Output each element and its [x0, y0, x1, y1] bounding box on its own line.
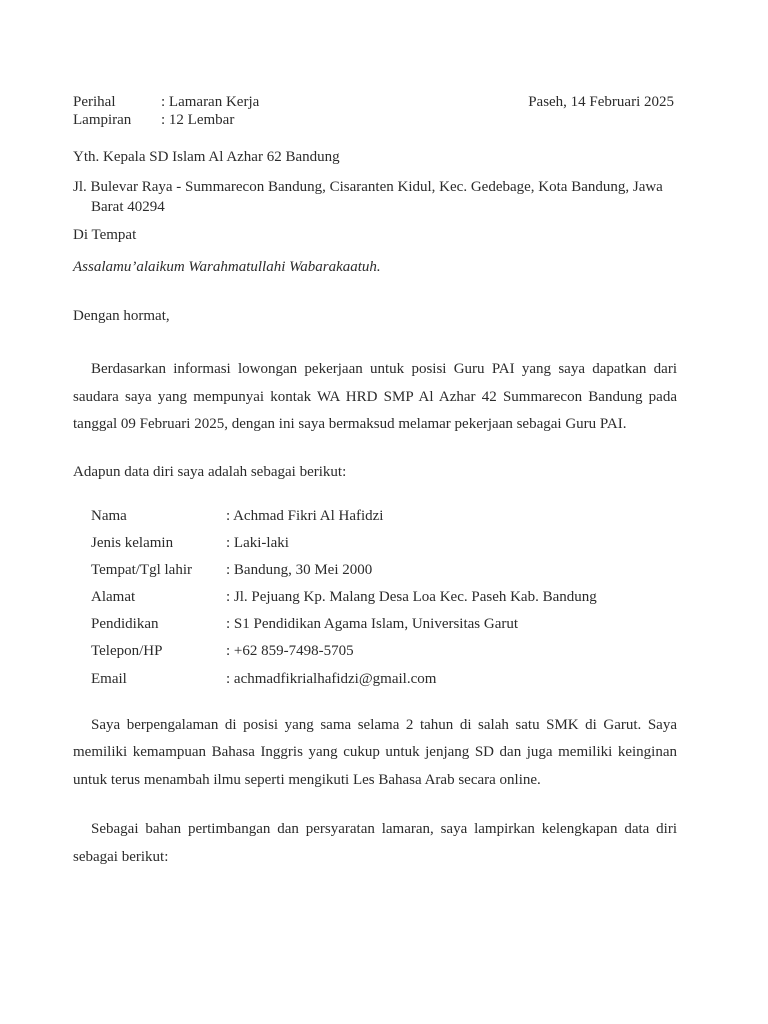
paragraph-attachments: Sebagai bahan pertimbangan dan persyaratan lamaran, saya lampirkan kelengkapan data diri sebagai berikut: — [73, 821, 677, 865]
perihal-value: : Lamaran Kerja — [161, 94, 260, 110]
letter-page — [73, 93, 677, 871]
lampiran-label: Lampiran — [73, 112, 132, 128]
data-row-email — [91, 669, 677, 696]
data-label: Jenis kelamin — [91, 534, 174, 551]
letter-header — [73, 93, 677, 131]
recipient-place: Di Tempat — [73, 227, 137, 243]
data-label: Tempat/Tgl lahir — [91, 561, 193, 578]
data-value: : Achmad Fikri Al Hafidzi — [226, 507, 384, 524]
data-value: : Bandung, 30 Mei 2000 — [226, 561, 373, 578]
recipient-address: Jl. Bulevar Raya - Summarecon Bandung, Cisaranten Kidul, Kec. Gedebage, Kota Bandung, Jawa Barat 40294 — [73, 179, 663, 215]
paragraph-application: Berdasarkan informasi lowongan pekerjaan untuk posisi Guru PAI yang saya dapatkan dari saudara saya yang mempunyai kontak WA HRD SMP Al Azhar 42 Summarecon Bandung pada tanggal 09 Februari 2025, dengan ini saya bermaksud melamar pekerjaan sebagai Guru PAI. — [73, 361, 677, 432]
data-value: : S1 Pendidikan Agama Islam, Universitas Garut — [226, 616, 519, 633]
data-value: : Jl. Pejuang Kp. Malang Desa Loa Kec. Paseh Kab. Bandung — [226, 589, 597, 606]
data-label: Nama — [91, 507, 127, 524]
lampiran-value: : 12 Lembar — [161, 112, 235, 128]
lampiran-row — [73, 111, 677, 129]
perihal-label: Perihal — [73, 94, 116, 110]
paragraph-experience: Saya berpengalaman di posisi yang sama selama 2 tahun di salah satu SMK di Garut. Saya memiliki kemampuan Bahasa Inggris yang cukup untuk jenjang SD dan juga memiliki keinginan untuk terus menambah ilmu seperti mengikuti Les Bahasa Arab secara online. — [73, 716, 677, 788]
letter-date: Paseh, 14 Februari 2025 — [528, 94, 674, 110]
recipient-line: Yth. Kepala SD Islam Al Azhar 62 Bandung — [73, 149, 340, 165]
data-value: : achmadfikrialhafidzi@gmail.com — [226, 670, 437, 687]
data-row-alamat — [91, 587, 677, 614]
data-label: Telepon/HP — [91, 643, 163, 660]
data-label: Pendidikan — [91, 616, 159, 633]
data-row-telepon — [91, 641, 677, 668]
data-value: : +62 859-7498-5705 — [226, 643, 354, 660]
personal-data-table — [73, 506, 677, 696]
data-row-jenis-kelamin — [91, 533, 677, 560]
data-row-nama — [91, 506, 677, 533]
data-row-tempat-tgl-lahir — [91, 560, 677, 587]
data-label: Email — [91, 670, 127, 687]
data-label: Alamat — [91, 589, 136, 606]
data-row-pendidikan — [91, 614, 677, 641]
greeting: Dengan hormat, — [73, 308, 170, 324]
personal-data-intro: Adapun data diri saya adalah sebagai berikut: — [73, 463, 347, 480]
opening-salam: Assalamu’alaikum Warahmatullahi Wabarakaatuh. — [73, 259, 381, 275]
data-value: : Laki-laki — [226, 534, 289, 551]
